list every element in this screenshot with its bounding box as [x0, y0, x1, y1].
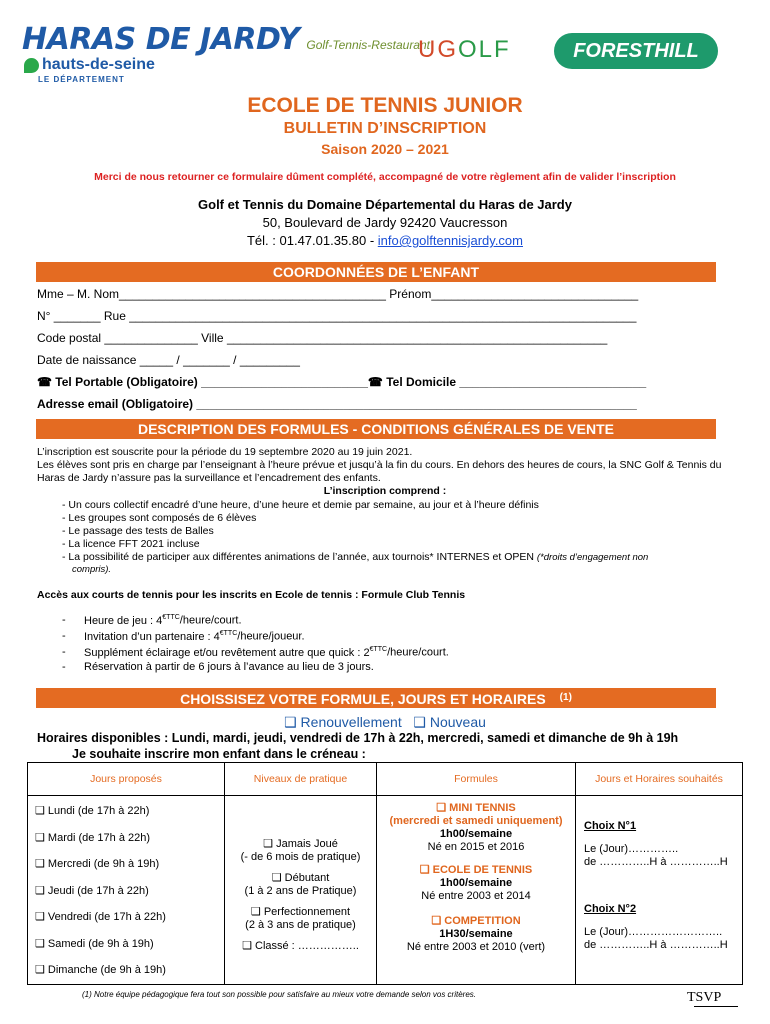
- organization-name: Golf et Tennis du Domaine Départemental du Haras de Jardy: [198, 197, 572, 212]
- formule-age: Né entre 2003 et 2014: [421, 890, 531, 902]
- name-field-text: Mme – M. Nom________________________________________ Prénom_______________________________: [37, 287, 639, 301]
- table-header-row: [28, 763, 743, 796]
- section-header-description: DESCRIPTION DES FORMULES - CONDITIONS GÉNÉRALES DE VENTE: [36, 419, 716, 439]
- jour-checkbox-mercredi[interactable]: ❑ Mercredi (de 9h à 19h): [35, 858, 160, 870]
- tsvp-arrow-icon: [694, 1006, 738, 1007]
- section-header-formule: [36, 688, 716, 708]
- phone-field-line[interactable]: [37, 375, 646, 389]
- jour-checkbox-dimanche[interactable]: ❑ Dimanche (de 9h à 19h): [35, 964, 166, 976]
- column-header: Jours proposés: [28, 763, 225, 796]
- column-header: Jours et Horaires souhaités: [576, 763, 743, 796]
- list-item: - Un cours collectif encadré d’une heure, d’une heure et demie par semaine, au jour et à l’heure définis: [62, 499, 539, 511]
- formule-age: Né en 2015 et 2016: [427, 841, 525, 853]
- jour-checkbox-mardi[interactable]: ❑ Mardi (de 17h à 22h): [35, 831, 151, 844]
- organization-phone: Tél. : 01.47.01.35.80 -: [246, 233, 378, 248]
- jours-cell: [28, 796, 225, 985]
- choix2-jour-field[interactable]: Le (Jour)……………………..: [584, 926, 723, 938]
- list-item: [62, 551, 648, 565]
- formule-option[interactable]: [377, 864, 575, 903]
- niveau-label: ❑ Débutant: [271, 872, 330, 884]
- acces-item-text: Invitation d’un partenaire : 4: [84, 630, 220, 643]
- formule-table: [27, 762, 743, 985]
- jour-checkbox-lundi[interactable]: ❑ Lundi (de 17h à 22h): [35, 805, 150, 817]
- logo-hds-sub: LE DÉPARTEMENT: [38, 75, 125, 84]
- column-header: Formules: [377, 763, 576, 796]
- table-row: [28, 796, 743, 985]
- email-link[interactable]: info@golftennisjardy.com: [377, 233, 523, 248]
- birthdate-field-text: Date de naissance _____ / _______ / _________: [37, 353, 300, 367]
- inscription-type: [0, 714, 770, 731]
- return-notice: Merci de nous retourner ce formulaire dûment complété, accompagné de votre règlement afin de valider l’inscription: [94, 171, 676, 183]
- acces-heading: Accès aux courts de tennis pour les inscrits en Ecole de tennis : Formule Club Tennis: [37, 589, 466, 601]
- list-item: - Les groupes sont composés de 6 élèves: [62, 512, 257, 524]
- formule-name: ❑ COMPETITION: [431, 915, 521, 927]
- formule-name: ❑ ECOLE DE TENNIS: [419, 864, 533, 876]
- hauts-de-seine-logo: [24, 56, 155, 84]
- formule-name: ❑ MINI TENNIS: [436, 802, 516, 814]
- logo-haras-title: HARAS DE JARDY: [22, 22, 300, 57]
- formule-duration: 1h00/semaine: [439, 828, 513, 840]
- niveau-detail: (2 à 3 ans de pratique): [245, 919, 356, 931]
- list-item: - Le passage des tests de Balles: [62, 525, 214, 537]
- section-header-coordonnees: COORDONNÉES DE L’ENFANT: [36, 262, 716, 282]
- organization-contact: [0, 233, 770, 248]
- acces-item-unit: /heure/court.: [179, 614, 242, 627]
- niveau-option[interactable]: [225, 872, 376, 898]
- acces-item-sup: €TTC: [369, 646, 388, 653]
- choix-cell: [576, 796, 743, 985]
- footnote-ref: (1): [559, 692, 572, 703]
- acces-item-sup: €TTC: [162, 614, 180, 621]
- birthdate-field-line[interactable]: [37, 353, 300, 367]
- logo-hds-name: hauts-de-seine: [42, 56, 155, 73]
- choix2-title: Choix N°2: [584, 903, 637, 915]
- choix1-jour-field[interactable]: Le (Jour)…………..: [584, 843, 679, 855]
- email-field-text: Adresse email (Obligatoire) __________________________________________________________________: [37, 397, 637, 411]
- niveau-label: ❑ Perfectionnement: [250, 906, 351, 918]
- acces-item: - Heure de jeu : $4^{€TTC}/heure$/court.: [62, 614, 242, 627]
- nouveau-checkbox[interactable]: ❑ Nouveau: [413, 714, 486, 730]
- season-label: Saison 2020 – 2021: [321, 141, 449, 157]
- street-field-line[interactable]: [37, 309, 636, 323]
- supervision-text: Les élèves sont pris en charge par l’enseignant à l’heure prévue et jusqu’à la fin du cours. En dehors des heures de cours, la SNC Golf & Tennis du Haras de Jardy n’assure pas la surveillance et l’encadrement des enfants.: [37, 459, 722, 484]
- niveau-detail: (- de 6 mois de pratique): [240, 851, 361, 863]
- niveau-label: ❑ Jamais Joué: [263, 838, 338, 850]
- acces-item-text: Heure de jeu : 4: [84, 614, 163, 627]
- column-header: Niveaux de pratique: [225, 763, 377, 796]
- formule-sub: (mercredi et samedi uniquement): [389, 815, 563, 827]
- page-title: ECOLE DE TENNIS JUNIOR: [247, 94, 523, 117]
- choix1-heure-field[interactable]: de …………..H à …………..H: [584, 856, 728, 868]
- name-field-line[interactable]: [37, 287, 638, 301]
- list-item-note: (*droits d’engagement non: [536, 552, 649, 563]
- formule-duration: 1h00/semaine: [439, 877, 513, 889]
- acces-item: - Supplément éclairage et/ou revêtement autre que quick : $2^{€TTC}/heure$/court.: [62, 646, 449, 659]
- niveau-option[interactable]: [225, 940, 376, 953]
- jour-checkbox-samedi[interactable]: ❑ Samedi (de 9h à 19h): [35, 937, 154, 950]
- acces-item-sup: €TTC: [219, 630, 238, 637]
- formules-cell: [377, 796, 576, 985]
- niveaux-cell: [225, 796, 377, 985]
- souhaite-text: Je souhaite inscrire mon enfant dans le créneau :: [72, 747, 366, 761]
- ugolf-logo: [418, 36, 511, 64]
- jour-checkbox-jeudi[interactable]: ❑ Jeudi (de 17h à 22h): [35, 884, 149, 897]
- foresthill-logo: FORESTHILL: [554, 33, 718, 69]
- acces-item: - Réservation à partir de 6 jours à l’avance au lieu de 3 jours.: [62, 661, 374, 673]
- logo-ugolf-u: UG: [418, 36, 458, 63]
- niveau-option[interactable]: [225, 838, 376, 864]
- email-field-line[interactable]: [37, 397, 637, 411]
- acces-item: - Invitation d’un partenaire : $4^{€TTC}/heure$/joueur.: [62, 630, 305, 643]
- period-text: L’inscription est souscrite pour la période du 19 septembre 2020 au 19 juin 2021.: [37, 446, 413, 458]
- niveau-detail: (1 à 2 ans de Pratique): [244, 885, 357, 897]
- list-item-text: - La possibilité de participer aux différentes animations de l’année, aux tournois* INTERNES et OPEN: [62, 551, 537, 563]
- section-header-formule-text: CHOISSISEZ VOTRE FORMULE, JOURS ET HORAIRES: [180, 691, 546, 707]
- comprend-heading: L’inscription comprend :: [323, 485, 447, 497]
- phone-field-text: ☎ Tel Portable (Obligatoire) _________________________☎ Tel Domicile ____________________________: [37, 375, 647, 389]
- formule-option[interactable]: [377, 802, 575, 854]
- city-field-line[interactable]: [37, 331, 607, 345]
- list-item: - La licence FFT 2021 incluse: [62, 538, 200, 550]
- acces-item-text: Supplément éclairage et/ou revêtement autre que quick : 2: [84, 646, 370, 659]
- niveau-label: ❑ Classé : ……………..: [242, 940, 359, 952]
- logo-ugolf-rest: OLF: [458, 36, 511, 63]
- choix1-title: Choix N°1: [584, 820, 637, 832]
- acces-item-text: Réservation à partir de 6 jours à l’avance au lieu de 3 jours.: [84, 661, 374, 673]
- formule-age: Né entre 2003 et 2010 (vert): [406, 941, 546, 953]
- renouvellement-checkbox[interactable]: ❑ Renouvellement: [284, 714, 402, 730]
- jour-checkbox-vendredi[interactable]: ❑ Vendredi (de 17h à 22h): [35, 911, 166, 923]
- city-field-text: Code postal ______________ Ville _________________________________________________________: [37, 331, 608, 345]
- choix2-heure-field[interactable]: de …………..H à …………..H: [584, 939, 728, 951]
- acces-item-unit: /heure/joueur.: [237, 630, 305, 643]
- footnote: (1) Notre équipe pédagogique fera tout son possible pour satisfaire au mieux votre demande selon vos critères.: [82, 990, 477, 999]
- formule-option[interactable]: [377, 915, 575, 954]
- acces-item-unit: /heure/court.: [387, 646, 449, 659]
- list-item-note-cont: compris).: [72, 564, 112, 575]
- horaires-text: Horaires disponibles : Lundi, mardi, jeudi, vendredi de 17h à 22h, mercredi, samedi et dimanche de 9h à 19h: [37, 731, 679, 745]
- tsvp-label: TSVP: [687, 990, 722, 1005]
- street-field-text: N° _______ Rue ____________________________________________________________________________: [37, 309, 637, 323]
- formule-duration: 1H30/semaine: [439, 928, 513, 940]
- page-subtitle: BULLETIN D’INSCRIPTION: [283, 120, 487, 137]
- hauts-de-seine-mark-icon: [24, 58, 39, 73]
- organization-address: 50, Boulevard de Jardy 92420 Vaucresson: [262, 215, 508, 230]
- haras-de-jardy-logo: [22, 22, 430, 57]
- logo-haras-tagline: Golf-Tennis-Restaurant: [306, 38, 430, 52]
- niveau-option[interactable]: [225, 906, 376, 932]
